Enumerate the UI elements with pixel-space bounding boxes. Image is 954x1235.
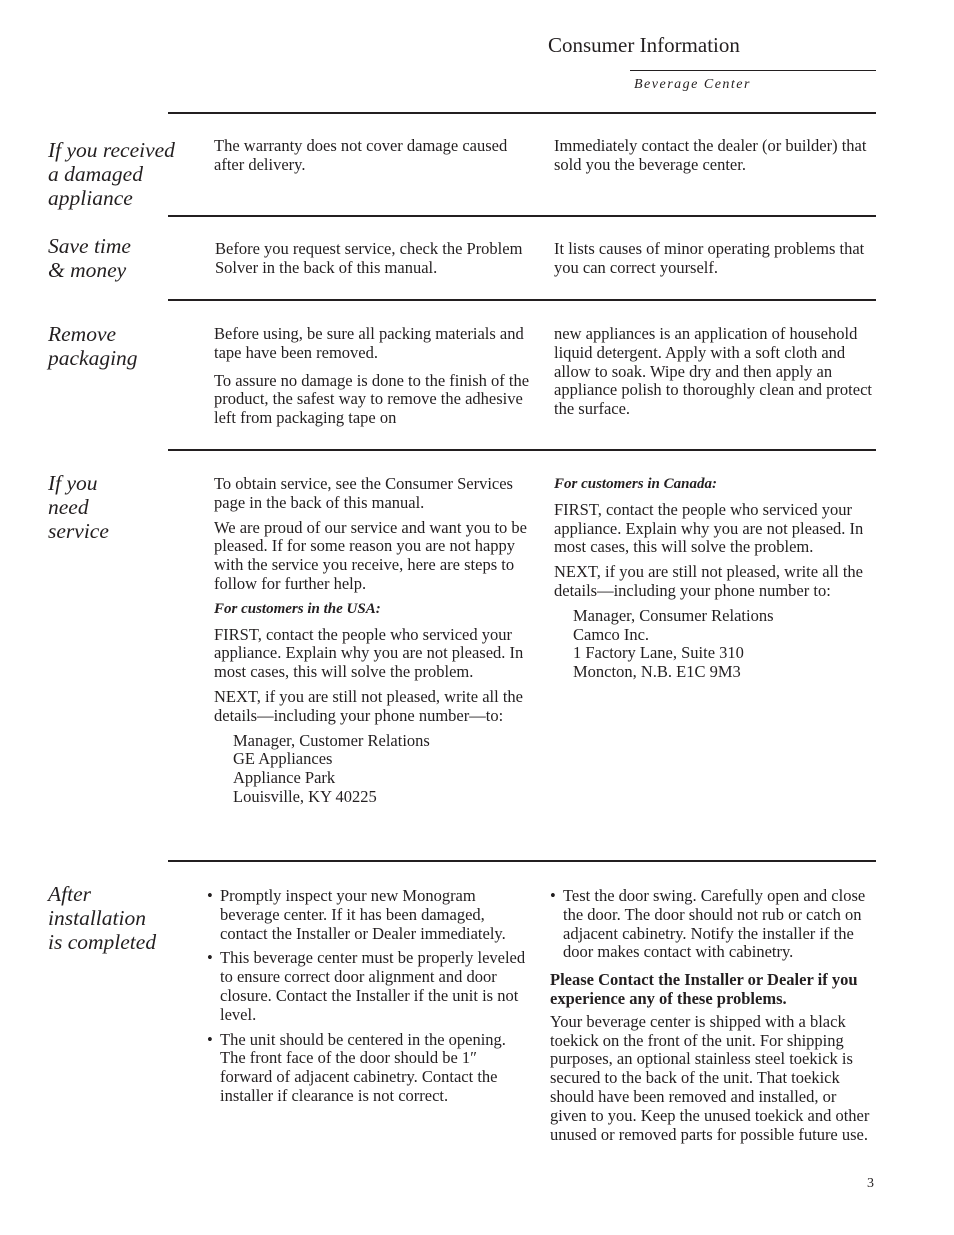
canada-address-line: 1 Factory Lane, Suite 310	[573, 643, 744, 663]
canada-address-line: Manager, Consumer Relations	[573, 605, 774, 625]
section-divider	[168, 215, 876, 217]
list-item: • Test the door swing. Carefully open and close the door. The door should not rub or catch on adjacent cabinetry. Notify the installer if the door makes contact with cabinetry.	[550, 887, 876, 962]
contact-note: Please Contact the Installer or Dealer if you experience any of these problems.	[550, 970, 858, 1008]
savetime-left-text: Before you request service, check the Problem Solver in the back of this manual.	[215, 239, 523, 277]
canada-address-line: Moncton, N.B. E1C 9M3	[573, 662, 741, 682]
section-divider	[168, 860, 876, 862]
after-right	[550, 887, 876, 1150]
service-left-p2: We are proud of our service and want you to be pleased. If for some reason you are not happy with the service you receive, here are steps to follow for further help.	[214, 517, 527, 593]
section-heading-packaging: Remove packaging	[48, 322, 138, 370]
usa-address	[214, 732, 534, 807]
packaging-left-p2: To assure no damage is done to the finish of the product, the safest way to remove the adhesive left from packaging tape on	[214, 370, 530, 428]
list-item: • This beverage center must be properly leveled to ensure correct door alignment and door closure. Contact the Installer if the unit is not level.	[207, 949, 529, 1024]
after-left	[207, 887, 529, 1112]
canada-next: NEXT, if you are still not pleased, write all the details—including your phone number to:	[554, 562, 863, 600]
usa-address-line: GE Appliances	[233, 749, 333, 769]
service-left-p1: To obtain service, see the Consumer Services page in the back of this manual.	[214, 474, 513, 512]
canada-first: FIRST, contact the people who serviced your appliance. Explain why you are not pleased. In most cases, this will solve the problem.	[554, 499, 864, 557]
packaging-left-p1: Before using, be sure all packing materials and tape have been removed.	[214, 324, 524, 362]
packaging-right-text: new appliances is an application of household liquid detergent. Apply with a soft cloth and allow to soak. Wipe dry and then apply an appliance polish to thoroughly clean and protect the surface.	[554, 324, 872, 419]
canada-address	[554, 607, 866, 682]
list-item: • Promptly inspect your new Monogram beverage center. If it has been damaged, contact the Installer or Dealer immediately.	[207, 887, 529, 943]
damaged-right-text: Immediately contact the dealer (or builder) that sold you the beverage center.	[554, 136, 867, 174]
section-divider	[168, 299, 876, 301]
usa-address-line: Appliance Park	[233, 768, 336, 788]
section-divider	[168, 449, 876, 451]
section-heading-after-installation: After installation is completed	[48, 882, 157, 954]
page-title: Consumer Information	[548, 33, 740, 57]
packaging-left	[214, 325, 536, 434]
page-subtitle: Beverage Center	[634, 77, 751, 92]
page-number: 3	[867, 1176, 874, 1191]
header-rule	[630, 70, 876, 71]
section-heading-damaged: If you received a damaged appliance	[48, 138, 175, 210]
service-right	[554, 475, 866, 682]
canada-address-line: Camco Inc.	[573, 624, 650, 644]
canada-heading: For customers in Canada:	[554, 476, 717, 492]
service-left	[214, 475, 534, 807]
usa-heading: For customers in the USA:	[214, 600, 381, 617]
section-heading-service: If you need service	[48, 471, 109, 543]
section-heading-save-time: Save time & money	[48, 234, 131, 282]
usa-next: NEXT, if you are still not pleased, write all the details—including your phone number—to:	[214, 686, 523, 725]
savetime-right-text: It lists causes of minor operating problems that you can correct yourself.	[554, 239, 865, 277]
toekick-text: Your beverage center is shipped with a black toekick on the front of the unit. For shipping purposes, an optional stainless steel toekick is secured to the back of the unit. That toekick should have been removed and installed, or given to you. Keep the unused toekick and other unused or removed parts for possible future use.	[550, 1011, 870, 1144]
usa-address-line: Manager, Customer Relations	[233, 730, 430, 750]
list-item: • The unit should be centered in the opening. The front face of the door should be 1″ forward of adjacent cabinetry. Contact the installer if clearance is not correct.	[207, 1031, 529, 1106]
damaged-left-text: The warranty does not cover damage caused after delivery.	[214, 136, 508, 174]
usa-first: FIRST, contact the people who serviced your appliance. Explain why you are not pleased. In most cases, this will solve the problem.	[214, 624, 524, 682]
section-divider	[168, 112, 876, 114]
usa-address-line: Louisville, KY 40225	[233, 786, 377, 806]
